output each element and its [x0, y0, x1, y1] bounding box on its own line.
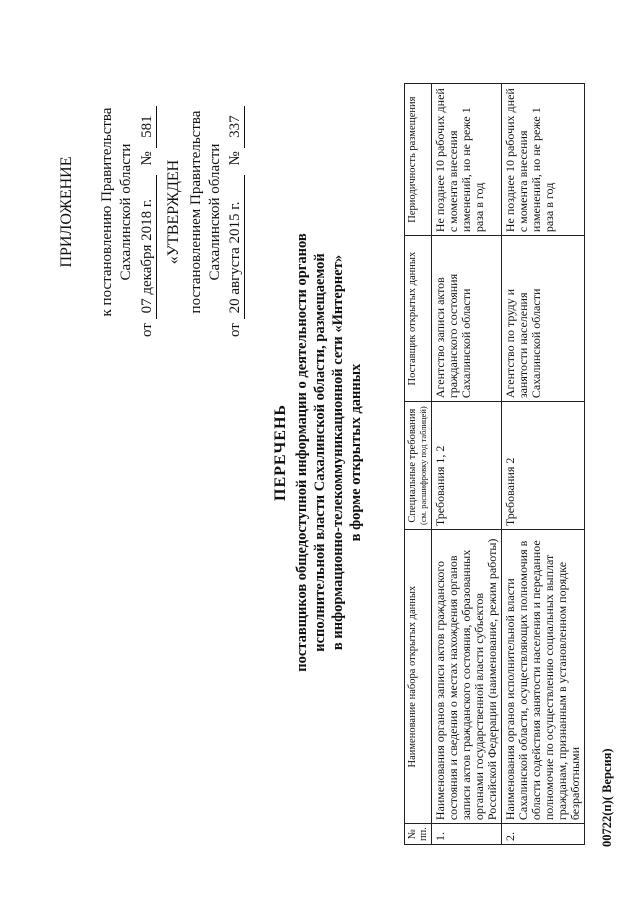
header-provider: Поставщик открытых данных: [405, 236, 432, 402]
row-requirements: Требования 1, 2: [432, 402, 502, 530]
table-row: [502, 84, 585, 845]
header-requirements: [405, 402, 432, 530]
row-frequency: Не позднее 10 рабочих дней с момента внесения изменений, но не реже 1 раза в год: [502, 84, 585, 236]
approved-date-line: [226, 106, 245, 337]
header-name: Наименование набора открытых данных: [405, 530, 432, 824]
table-header-row: [405, 84, 432, 845]
row-provider: Агентство записи актов гражданского состояния Сахалинской области: [432, 236, 502, 402]
document-footer-code: 00722(п)( Версия): [600, 748, 614, 847]
header-frequency: Периодичность размещения: [405, 84, 432, 236]
document-heading: ПЕРЕЧЕНЬ: [272, 404, 289, 501]
header-requirements-note: (см. расшифровку под таблицей): [418, 406, 428, 526]
header-num: № пп.: [405, 824, 432, 845]
document-title-line: в информационно-телекоммуникационной сети «Интернет»: [330, 254, 346, 651]
approved-number: 337: [226, 106, 245, 148]
approved-date: 20 августа 2015 г.: [226, 175, 245, 319]
document-title-line: исполнительной власти Сахалинской области, размещаемой: [312, 253, 328, 652]
approved-from-label: от: [227, 323, 243, 337]
appendix-date: 07 декабря 2018 г.: [138, 175, 157, 319]
document-title-line: поставщиков общедоступной информации о деятельности органов: [294, 233, 310, 672]
appendix-number: 581: [138, 106, 157, 148]
appendix-title: ПРИЛОЖЕНИЕ: [58, 156, 75, 268]
approved-line1: постановлением Правительства: [188, 110, 204, 314]
row-provider: Агентство по труду и занятости населения Сахалинской области: [502, 236, 585, 402]
appendix-date-line: [138, 106, 157, 337]
approved-title: «УТВЕРЖДЕН: [165, 159, 182, 265]
row-frequency: Не позднее 10 рабочих дней с момента внесения изменений, но не реже 1 раза в год: [432, 84, 502, 236]
row-name: Наименования органов записи актов гражданского состояния и сведения о местах нахождения органов записи актов гражданского состояния, образованных органами государственной власти субъектов Российской Федерации (наименование, режим работы): [432, 530, 502, 824]
approved-number-label: №: [227, 151, 243, 166]
table-row: [432, 84, 502, 845]
open-data-table: [404, 83, 585, 845]
appendix-line1: к постановлению Правительства: [99, 107, 115, 317]
header-requirements-label: Специальные требования: [407, 408, 418, 523]
row-num: 2.: [502, 824, 585, 845]
row-num: 1.: [432, 824, 502, 845]
appendix-line2: Сахалинской области: [118, 143, 134, 281]
document-title-line: в форме открытых данных: [348, 363, 364, 542]
appendix-number-label: №: [139, 151, 155, 166]
approved-line2: Сахалинской области: [207, 143, 223, 281]
appendix-block: [58, 87, 76, 337]
row-requirements: Требования 2: [502, 402, 585, 530]
appendix-from-label: от: [139, 323, 155, 337]
row-name: Наименования органов исполнительной власти Сахалинской области, осуществляющих полномочия в области содействия занятости населения и переданное полномочие по осуществлению социальных выплат гражданам, признанным в установленном порядке безработными: [502, 530, 585, 824]
